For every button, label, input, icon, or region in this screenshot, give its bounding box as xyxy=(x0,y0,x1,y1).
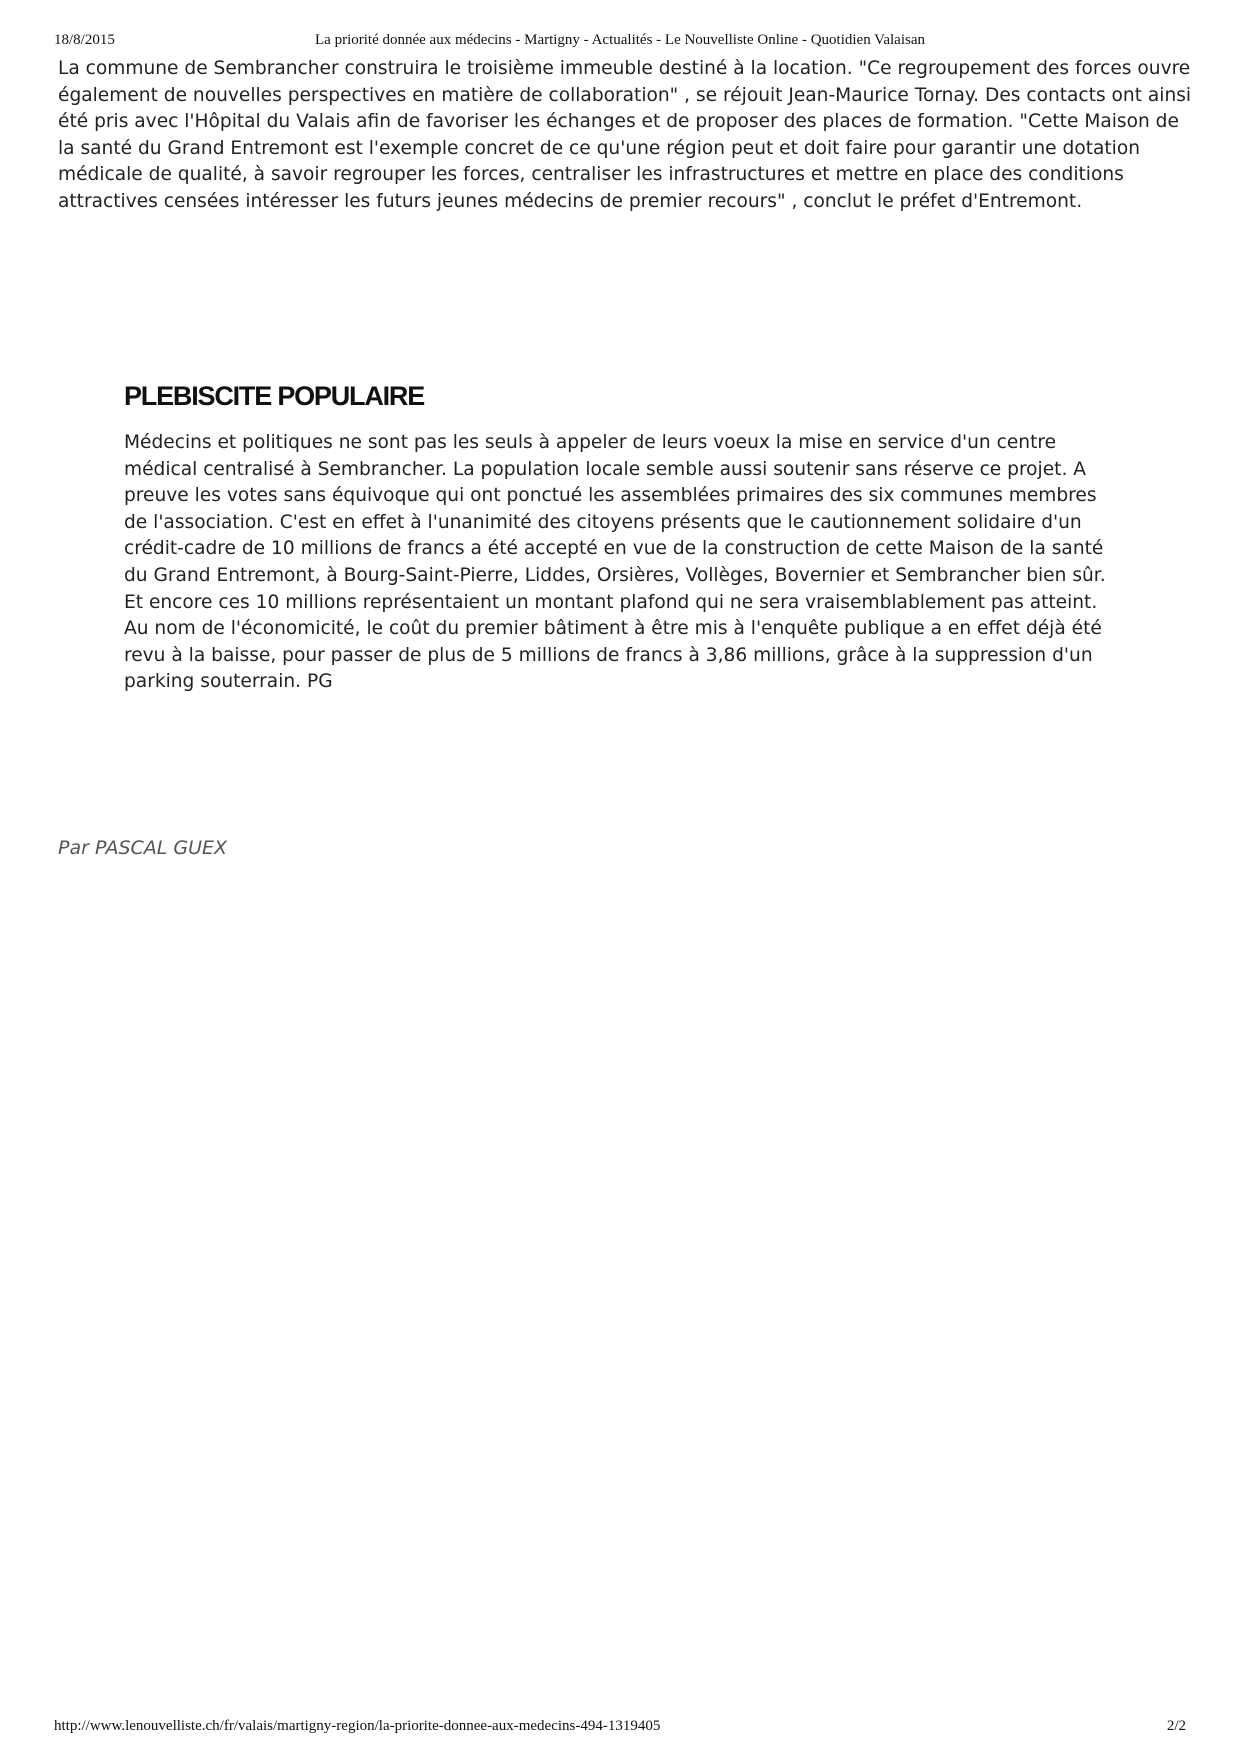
page-number: 2/2 xyxy=(1166,1718,1186,1734)
box-heading: PLEBISCITE POPULAIRE xyxy=(124,381,425,411)
byline: Par PASCAL GUEX xyxy=(58,837,228,859)
plebiscite-box xyxy=(124,380,1124,696)
print-date: 18/8/2015 xyxy=(54,32,115,48)
source-url: http://www.lenouvelliste.ch/fr/valais/martigny-region/la-priorite-donnee-aux-medecins-494-1319405 xyxy=(54,1718,661,1734)
print-header xyxy=(54,32,1186,49)
print-footer xyxy=(54,1718,1186,1735)
article-intro-paragraph: La commune de Sembrancher construira le troisième immeuble destiné à la location. "Ce regroupement des forces ouvre également de nouvelles perspectives en matière de collaboration" , se réjouit Jean-Maurice Tornay. Des contacts ont ainsi été pris avec l'Hôpital du Valais afin de favoriser les échanges et de proposer des places de formation. "Cette Maison de la santé du Grand Entremont est l'exemple concret de ce qu'une région peut et doit faire pour garantir une dotation médicale de qualité, à savoir regrouper les forces, centraliser les infrastructures et mettre en place des conditions attractives censées intéresser les futurs jeunes médecins de premier recours" , conclut le préfet d'Entremont. xyxy=(58,58,1192,212)
print-page-title: La priorité donnée aux médecins - Martigny - Actualités - Le Nouvelliste Online - Quotidien Valaisan xyxy=(315,32,925,48)
box-paragraph: Médecins et politiques ne sont pas les seuls à appeler de leurs voeux la mise en service d'un centre médical centralisé à Sembrancher. La population locale semble aussi soutenir sans réserve ce projet. A preuve les votes sans équivoque qui ont ponctué les assemblées primaires des six communes membres de l'association. C'est en effet à l'unanimité des citoyens présents que le cautionnement solidaire d'un crédit-cadre de 10 millions de francs a été accepté en vue de la construction de cette Maison de la santé du Grand Entremont, à Bourg-Saint-Pierre, Liddes, Orsières, Vollèges, Bovernier et Sembrancher bien sûr. Et encore ces 10 millions représentaient un montant plafond qui ne sera vraisemblablement pas atteint. Au nom de l'économicité, le coût du premier bâtiment à être mis à l'enquête publique a en effet déjà été revu à la baisse, pour passer de plus de 5 millions de francs à 3,86 millions, grâce à la suppression d'un parking souterrain. PG xyxy=(124,432,1106,693)
